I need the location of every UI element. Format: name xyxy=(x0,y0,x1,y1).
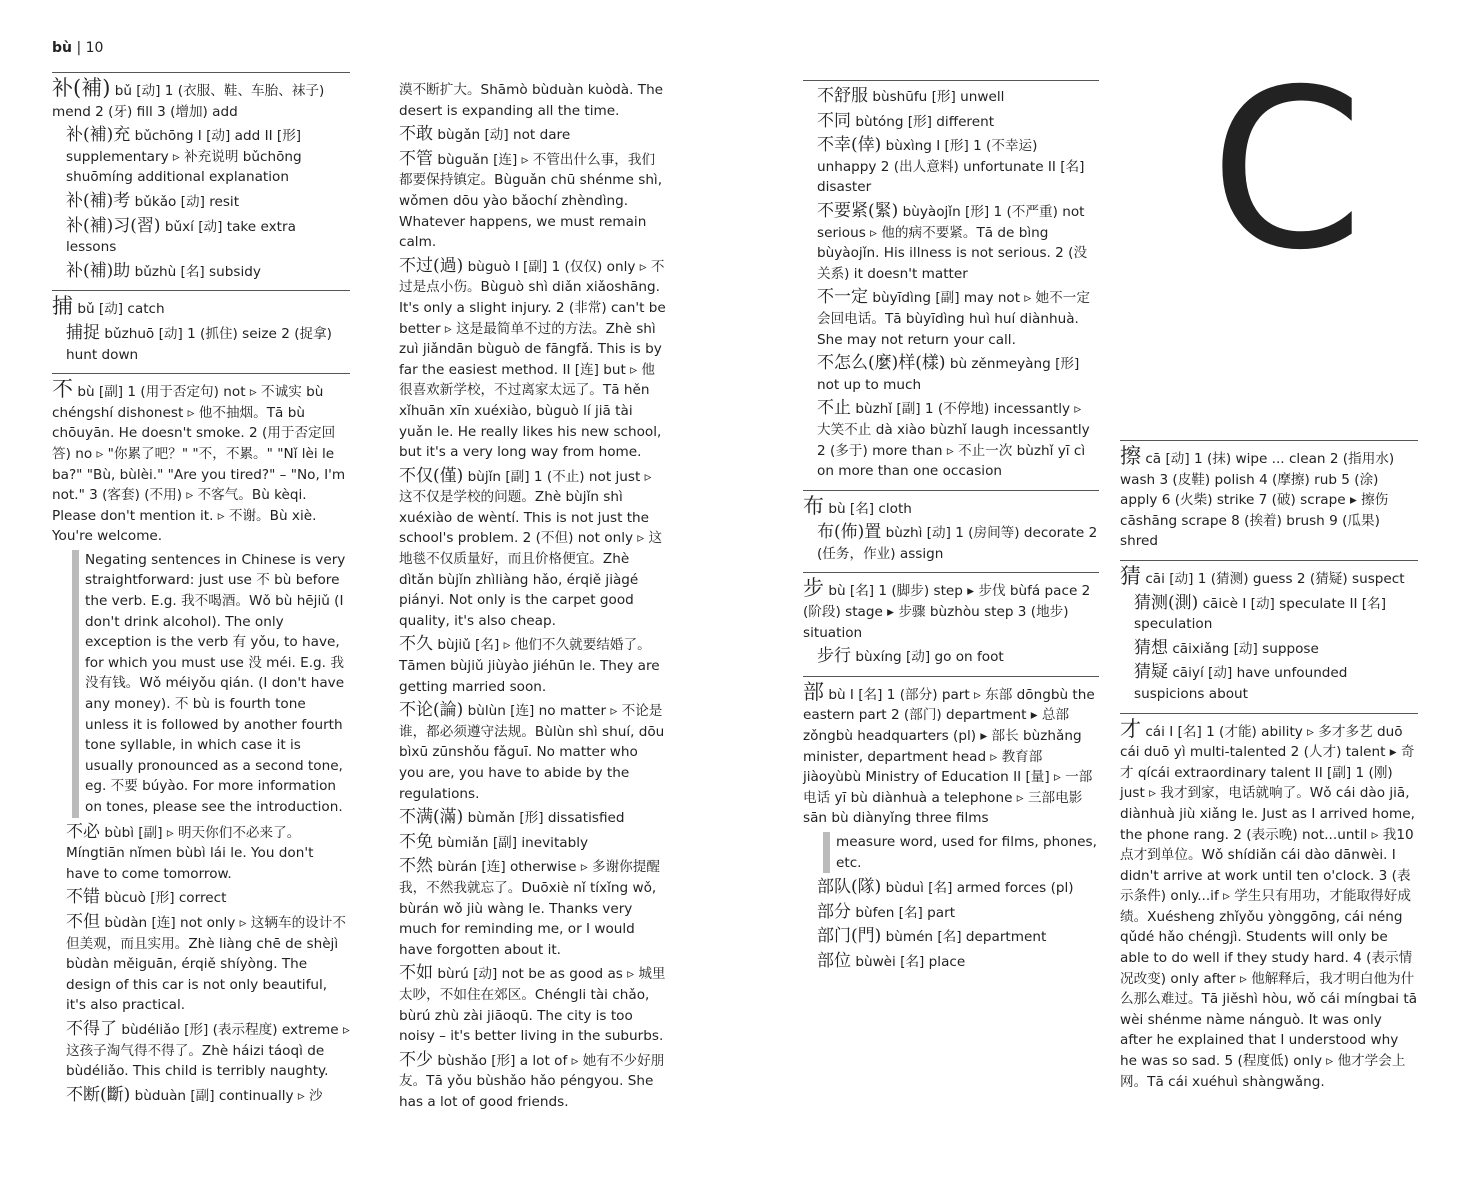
sub-entry xyxy=(1120,593,1418,635)
running-header xyxy=(52,38,103,59)
main-entry xyxy=(52,78,350,122)
headword: 不怎么(麼)样(樣) xyxy=(817,353,946,374)
main-entry xyxy=(1120,446,1418,552)
definition: bùjǐn [副] 1 (不止) not just ▹ 这不仅是学校的问题。Zhè bùjǐn shì xuéxiào de wèntí. This is not just the school's problem. 2 (不但) not only ▹ 这地毯不仅质量好，而且价格便宜。Zhè dìtǎn bùjǐn zhìliàng hǎo, érqiě jiàgé piányi. Not only is the carpet good quality, it's also cheap. xyxy=(399,468,663,629)
sub-entry xyxy=(385,149,667,253)
headword: 才 xyxy=(1120,716,1141,741)
definition: bùgǎn [动] not dare xyxy=(433,127,571,144)
definition: bù [名] cloth xyxy=(824,500,912,517)
headword: 不幸(倖) xyxy=(817,135,882,156)
sub-entry xyxy=(52,216,350,258)
headword: 部分 xyxy=(817,901,851,922)
sub-entry xyxy=(385,807,667,829)
entry-divider xyxy=(1120,560,1418,561)
headword: 不过(過) xyxy=(399,255,464,276)
entry-group xyxy=(52,290,350,365)
definition: bùtóng [形] different xyxy=(851,113,995,130)
entry-divider xyxy=(52,290,350,291)
definition: bǔzhù [名] subsidy xyxy=(130,263,261,280)
sub-entry xyxy=(385,466,667,632)
header-word: bù xyxy=(52,40,72,56)
headword: 猜测(測) xyxy=(1134,592,1199,613)
section-letter: C xyxy=(1210,42,1364,298)
headword: 不如 xyxy=(399,963,433,984)
headword: 不 xyxy=(52,377,73,402)
definition: bùrú [动] not be as good as ▹ 城里太吵，不如住在郊区。Chéngli tài chǎo, bùrú zhù zài jiāoqū. The city is too noisy – it's better living in the suburbs. xyxy=(399,966,666,1045)
sub-entry xyxy=(1120,662,1418,704)
definition: cāi [动] 1 (猜测) guess 2 (猜疑) suspect xyxy=(1141,570,1405,587)
entry-divider xyxy=(1120,713,1418,714)
headword: 不久 xyxy=(399,634,433,655)
sub-entry xyxy=(803,951,1099,973)
definition: bǔ [动] 1 (衣服、鞋、车胎、袜子) mend 2 (牙) fill 3 (增加) add xyxy=(52,83,325,120)
entry-divider xyxy=(803,490,1099,491)
definition: bùzhǐ [副] 1 (不停地) incessantly ▹ 大笑不止 dà xiào bùzhǐ laugh incessantly 2 (多于) more than ▹ 不止一次 bùzhǐ yī cì on more than one occasion xyxy=(817,401,1090,480)
definition: bùguǎn [连] ▹ 不管出什么事，我们都要保持镇定。Bùguǎn chū shénme shì, wǒmen dōu yào bǎochí zhèndìng. Whatever happens, we must remain calm. xyxy=(399,151,663,251)
definition: bùduì [名] armed forces (pl) xyxy=(881,880,1074,897)
definition: cā [动] 1 (抹) wipe ... clean 2 (指用水) wash 3 (皮鞋) polish 4 (摩擦) rub 5 (涂) apply 6 (火柴) strike 7 (破) scrape ▸ 擦伤 cāshāng scrape 8 (挨着) brush 9 (瓜果) shred xyxy=(1120,451,1395,550)
sub-entry xyxy=(803,902,1099,924)
main-entry xyxy=(52,379,350,547)
headword: 不免 xyxy=(399,831,433,852)
sub-entry xyxy=(385,700,667,804)
main-entry xyxy=(52,296,350,320)
sub-entry xyxy=(803,926,1099,948)
headword: 不要紧(緊) xyxy=(817,200,899,221)
headword: 步 xyxy=(803,576,824,601)
entry-group xyxy=(52,373,350,1106)
definition: bǔkǎo [动] resit xyxy=(130,193,240,210)
column-4 xyxy=(1120,440,1418,1100)
sub-entry xyxy=(385,256,667,463)
sub-entry xyxy=(385,1050,667,1113)
headword: 猜疑 xyxy=(1134,662,1168,683)
sub-entry xyxy=(803,353,1099,395)
definition: bùmén [名] department xyxy=(881,929,1047,946)
definition: bùmǎn [形] dissatisfied xyxy=(463,810,625,827)
entry-group xyxy=(803,572,1099,667)
definition: bǔchōng I [动] add II [形] supplementary ▹ 补充说明 bǔchōng shuōmíng additional explanation xyxy=(66,128,302,186)
entry-group xyxy=(1120,560,1418,705)
headword: 部门(門) xyxy=(817,926,882,947)
sub-entry xyxy=(385,963,667,1046)
sub-entry xyxy=(803,86,1099,108)
entry-group xyxy=(803,676,1099,973)
definition: bǔzhuō [动] 1 (抓住) seize 2 (捉拿) hunt down xyxy=(66,325,332,363)
column-3 xyxy=(803,80,1099,981)
definition: bù zěnmeyàng [形] not up to much xyxy=(817,356,1080,393)
headword: 补(補)充 xyxy=(66,125,131,146)
entry-group xyxy=(803,80,1099,482)
definition: cái I [名] 1 (才能) ability ▹ 多才多艺 duō cái duō yì multi-talented 2 (人才) talent ▸ 奇才 qícái extraordinary talent II [副] 1 (刚) just ▹ 我才到家，电话就响了。Wǒ cái dào jiā, diànhuà jiù xiǎng le. Just as I arrived home, the phone rang. 2 (表示晚) not...until ▹ 我10点才到单位。Wǒ shídiǎn cái dào dānwèi. I didn't arrive at work until ten o'clock. 3 (表示条件) only...if ▹ 学生只有用功，才能取得好成绩。Xuésheng zhǐyǒu yònggōng, cái néng qǔdé hǎo chéngjì. Students will only be able to do well if they study hard. 4 (表示情况改变) only after ▹ 他解释后，我才明白他为什么那么难过。Tā jiěshì hòu, wǒ cái míngbai tā wèi shénme nàme nánguò. It was only after he explained that I understood why he was so sad. 5 (程度低) only ▹ 他才学会上网。Tā cái xuéhuì shàngwǎng. xyxy=(1120,723,1418,1090)
sub-entry xyxy=(385,634,667,697)
headword: 不舒服 xyxy=(817,86,868,106)
definition: bùduàn [副] continually ▹ 沙 xyxy=(130,1087,323,1104)
entry-group xyxy=(1120,440,1418,552)
headword: 步行 xyxy=(817,646,851,667)
entry-divider xyxy=(1120,440,1418,441)
sub-entry xyxy=(803,201,1099,284)
headword: 布(佈)置 xyxy=(817,522,882,543)
definition: bùfen [名] part xyxy=(851,904,956,921)
sub-entry xyxy=(1120,638,1418,660)
entry-divider xyxy=(803,676,1099,677)
headword: 补(補) xyxy=(52,76,111,100)
entry-group xyxy=(52,72,350,282)
usage-note: Negating sentences in Chinese is very straightforward: just use 不 bù before the verb. E.g. 我不喝酒。Wǒ bù hējiǔ (I don't drink alcohol). The only exception is the verb 有 yǒu, to have, for which you must use 没 méi. E.g. 我没有钱。Wǒ méiyǒu qián. (I don't have any money). 不 bù is fourth tone unless it is followed by another fourth tone syllable, in which case it is usually pronounced as a second tone, eg. 不要 búyào. For more information on tones, please see the introduction. xyxy=(72,550,350,818)
definition: bùshǎo [形] a lot of ▹ 她有不少好朋友。Tā yǒu bùshǎo hǎo péngyou. She has a lot of good friends. xyxy=(399,1052,665,1110)
headword: 不管 xyxy=(399,148,433,169)
definition: bǔxí [动] take extra lessons xyxy=(66,218,296,256)
entry-divider xyxy=(803,80,1099,81)
sub-entry xyxy=(803,287,1099,350)
main-entry xyxy=(1120,716,1418,1093)
sub-entry xyxy=(803,646,1099,668)
definition: bù [副] 1 (用于否定句) not ▹ 不诚实 bù chéngshí dishonest ▹ 他不抽烟。Tā bù chōuyān. He doesn't smoke. 2 (用于否定回答) no ▹ "你累了吧？" "不，不累。" "Nǐ lèi le ba?" "Bù, bùlèi." "Are you tired?" – "No, I'm not." 3 (客套) (不用) ▹ 不客气。Bù kèqi. Please don't mention it. ▹ 不谢。Bù xiè. You're welcome. xyxy=(52,384,346,545)
sub-entry xyxy=(52,822,350,885)
headword: 布 xyxy=(803,493,824,518)
entry-group xyxy=(385,80,667,1113)
definition: bùyàojǐn [形] 1 (不严重) not serious ▹ 他的病不要紧。Tā de bìng bùyàojǐn. His illness is not serious. 2 (没关系) it doesn't matter xyxy=(817,203,1088,282)
definition: bùdàn [连] not only ▹ 这辆车的设计不但美观，而且实用。Zhè liàng chē de shèjì bùdàn měiguān, érqiě shíyòng. The design of this car is not only beautiful, it's also practical. xyxy=(66,914,346,1014)
headword: 补(補)考 xyxy=(66,190,131,211)
entry-divider xyxy=(803,572,1099,573)
headword: 补(補)助 xyxy=(66,260,131,281)
definition: bùshūfu [形] unwell xyxy=(868,89,1005,105)
entry-group xyxy=(1120,713,1418,1093)
headword: 不论(論) xyxy=(399,700,464,721)
definition: bùxíng [动] go on foot xyxy=(851,649,1004,666)
main-entry xyxy=(1120,563,1418,590)
sub-entry xyxy=(52,125,350,188)
headword: 不但 xyxy=(66,911,100,932)
sub-entry xyxy=(52,323,350,365)
headword: 补(補)习(習) xyxy=(66,215,161,236)
main-entry xyxy=(803,679,1099,829)
sub-entry xyxy=(803,522,1099,564)
definition: bùrán [连] otherwise ▹ 多谢你提醒我，不然我就忘了。Duōxiè nǐ tíxǐng wǒ, bùrán wǒ jiù wàng le. Thanks very much for reminding me, or I would have forgotten about it. xyxy=(399,859,660,958)
headword: 不然 xyxy=(399,856,433,877)
headword: 不错 xyxy=(66,887,100,908)
column-2 xyxy=(385,80,667,1121)
entry-group xyxy=(803,490,1099,565)
definition: bùjiǔ [名] ▹ 他们不久就要结婚了。Tāmen bùjiǔ jiùyào jiéhūn le. They are getting married soon. xyxy=(399,637,660,695)
headword: 擦 xyxy=(1120,444,1141,468)
definition: bùyīdìng [副] may not ▹ 她不一定会回电话。Tā bùyīdìng huì huí diànhuà. She may not return your call. xyxy=(817,290,1090,348)
headword: 部位 xyxy=(817,950,851,971)
sub-entry xyxy=(385,832,667,854)
headword: 部队(隊) xyxy=(817,877,882,898)
sub-entry xyxy=(803,111,1099,133)
headword: 不少 xyxy=(399,1049,433,1070)
headword: 不止 xyxy=(817,398,851,419)
sub-entry xyxy=(803,135,1099,198)
headword: 部 xyxy=(803,679,824,704)
sub-entry xyxy=(52,1085,350,1107)
headword: 猜 xyxy=(1120,563,1141,588)
headword: 不敢 xyxy=(399,124,433,145)
sub-entry xyxy=(803,877,1099,899)
definition: cāixiǎng [动] suppose xyxy=(1168,640,1319,657)
definition: bùwèi [名] place xyxy=(851,953,966,970)
headword: 猜想 xyxy=(1134,637,1168,658)
sub-entry xyxy=(52,887,350,909)
definition: cāicè I [动] speculate II [名] speculation xyxy=(1134,595,1387,633)
definition: bùmiǎn [副] inevitably xyxy=(433,834,589,851)
main-entry xyxy=(803,578,1099,643)
definition: bù [名] 1 (脚步) step ▸ 步伐 bùfá pace 2 (阶段) stage ▸ 步骤 bùzhòu step 3 (地步) situation xyxy=(803,583,1091,641)
definition: cāiyí [动] have unfounded suspicions about xyxy=(1134,665,1348,702)
definition: bùguò I [副] 1 (仅仅) only ▹ 不过是点小伤。Bùguò shì diǎn xiǎoshāng. It's only a slight injury. 2 (非常) can't be better ▹ 这是最简单不过的方法。Zhè shì zuì jiǎndān bùguò de fāngfǎ. This is by far the easiest method. II [连] but ▹ 他很喜欢新学校，不过离家太远了。Tā hěn xǐhuān xīn xuéxiào, bùguò lí jiā tài yuǎn le. He really likes his new school, but it's a very long way from home. xyxy=(399,258,666,461)
sub-entry xyxy=(52,1019,350,1082)
sub-entry xyxy=(385,856,667,960)
headword: 不断(斷) xyxy=(66,1084,131,1105)
entry-continuation: 漠不断扩大。Shāmò bùduàn kuòdà. The desert is expanding all the time. xyxy=(399,82,664,119)
definition: bùlùn [连] no matter ▹ 不论是谁，都必须遵守法规。Bùlùn shì shuí, dōu bìxū zūnshǒu fǎguī. No matter who you are, you have to abide by the regulations. xyxy=(399,703,665,802)
headword: 不一定 xyxy=(817,287,868,308)
headword: 不同 xyxy=(817,110,851,131)
headword: 不得了 xyxy=(66,1018,117,1039)
headword: 不仅(僅) xyxy=(399,465,464,486)
headword: 不必 xyxy=(66,821,100,842)
definition: bùbì [副] ▹ 明天你们不必来了。Míngtiān nǐmen bùbì lái le. You don't have to come tomorrow. xyxy=(66,824,314,882)
definition: bùdéliǎo [形] (表示程度) extreme ▹ 这孩子淘气得不得了。Zhè háizi táoqì de bùdéliǎo. This child is terribly naughty. xyxy=(66,1021,350,1080)
column-1 xyxy=(52,72,350,1114)
headword: 捕 xyxy=(52,294,73,319)
definition: bù I [名] 1 (部分) part ▹ 东部 dōngbù the eastern part 2 (部门) department ▸ 总部 zǒngbù headquarters (pl) ▸ 部长 bùzhǎng minister, department head ▹ 教育部 jiàoyùbù Ministry of Education II [量] ▹ 一部电话 yī bù diànhuà a telephone ▹ 三部电影 sān bù diànyǐng three films xyxy=(803,686,1095,827)
entry-divider xyxy=(52,373,350,374)
headword: 不满(滿) xyxy=(399,807,464,828)
definition: bùxìng I [形] 1 (不幸运) unhappy 2 (出人意料) unfortunate II [名] disaster xyxy=(817,138,1085,196)
main-entry xyxy=(803,493,1099,520)
page-number: | 10 xyxy=(76,40,104,56)
sub-entry xyxy=(52,261,350,283)
headword: 捕捉 xyxy=(66,322,100,343)
usage-note: measure word, used for films, phones, etc. xyxy=(823,832,1099,873)
sub-entry xyxy=(385,124,667,146)
sub-entry xyxy=(52,912,350,1016)
entry-divider xyxy=(52,72,350,73)
sub-entry xyxy=(52,191,350,213)
definition: bùzhì [动] 1 (房间等) decorate 2 (任务，作业) assign xyxy=(817,525,1098,562)
definition: bùcuò [形] correct xyxy=(100,890,227,907)
sub-entry xyxy=(803,398,1099,481)
definition: bǔ [动] catch xyxy=(73,301,165,318)
